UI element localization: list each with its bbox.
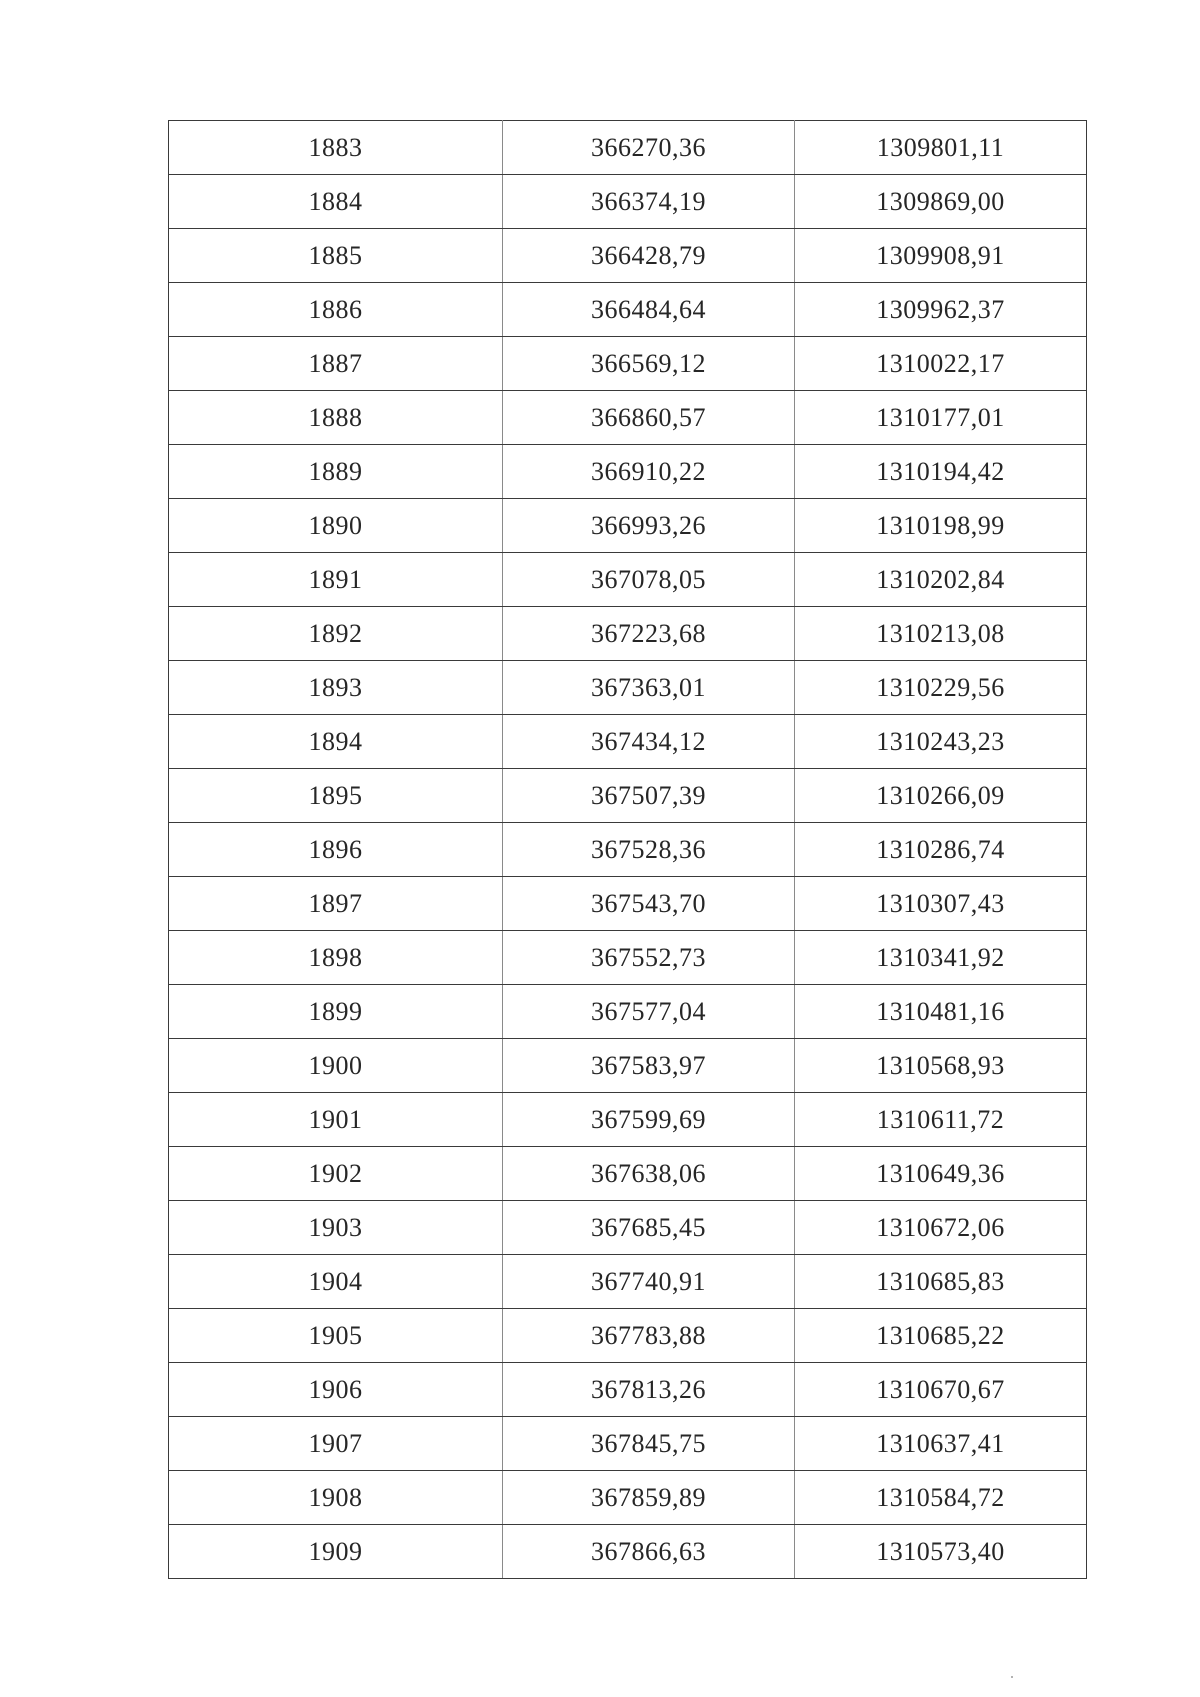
y-coordinate-cell: 1310307,43: [795, 877, 1087, 931]
y-coordinate-cell: 1310213,08: [795, 607, 1087, 661]
y-coordinate-cell: 1310573,40: [795, 1525, 1087, 1579]
y-coordinate-cell: 1310243,23: [795, 715, 1087, 769]
table-row: [169, 1201, 1087, 1255]
point-number-cell: 1898: [169, 931, 503, 985]
scan-speck: [1011, 1676, 1013, 1678]
x-coordinate-cell: 367638,06: [503, 1147, 795, 1201]
y-coordinate-cell: 1310198,99: [795, 499, 1087, 553]
x-coordinate-cell: 367577,04: [503, 985, 795, 1039]
x-coordinate-cell: 366569,12: [503, 337, 795, 391]
y-coordinate-cell: 1310672,06: [795, 1201, 1087, 1255]
x-coordinate-cell: 367599,69: [503, 1093, 795, 1147]
point-number-cell: 1891: [169, 553, 503, 607]
table-row: [169, 607, 1087, 661]
table-row: [169, 1093, 1087, 1147]
y-coordinate-cell: 1310229,56: [795, 661, 1087, 715]
table-row: [169, 985, 1087, 1039]
table-row: [169, 877, 1087, 931]
x-coordinate-cell: 367740,91: [503, 1255, 795, 1309]
point-number-cell: 1896: [169, 823, 503, 877]
x-coordinate-cell: 367363,01: [503, 661, 795, 715]
point-number-cell: 1889: [169, 445, 503, 499]
x-coordinate-cell: 366484,64: [503, 283, 795, 337]
x-coordinate-cell: 367845,75: [503, 1417, 795, 1471]
point-number-cell: 1893: [169, 661, 503, 715]
point-number-cell: 1885: [169, 229, 503, 283]
point-number-cell: 1899: [169, 985, 503, 1039]
y-coordinate-cell: 1310286,74: [795, 823, 1087, 877]
table-row: [169, 1147, 1087, 1201]
x-coordinate-cell: 366993,26: [503, 499, 795, 553]
x-coordinate-cell: 367583,97: [503, 1039, 795, 1093]
y-coordinate-cell: 1310685,22: [795, 1309, 1087, 1363]
table-row: [169, 661, 1087, 715]
y-coordinate-cell: 1309869,00: [795, 175, 1087, 229]
x-coordinate-cell: 367813,26: [503, 1363, 795, 1417]
table-row: [169, 1363, 1087, 1417]
point-number-cell: 1907: [169, 1417, 503, 1471]
table-row: [169, 553, 1087, 607]
y-coordinate-cell: 1309801,11: [795, 121, 1087, 175]
point-number-cell: 1886: [169, 283, 503, 337]
y-coordinate-cell: 1310194,42: [795, 445, 1087, 499]
table-row: [169, 1039, 1087, 1093]
point-number-cell: 1908: [169, 1471, 503, 1525]
point-number-cell: 1897: [169, 877, 503, 931]
x-coordinate-cell: 367859,89: [503, 1471, 795, 1525]
table-row: [169, 1255, 1087, 1309]
x-coordinate-cell: 367434,12: [503, 715, 795, 769]
y-coordinate-cell: 1310177,01: [795, 391, 1087, 445]
point-number-cell: 1904: [169, 1255, 503, 1309]
y-coordinate-cell: 1310670,67: [795, 1363, 1087, 1417]
y-coordinate-cell: 1310584,72: [795, 1471, 1087, 1525]
x-coordinate-cell: 367543,70: [503, 877, 795, 931]
x-coordinate-cell: 367552,73: [503, 931, 795, 985]
table-row: [169, 175, 1087, 229]
point-number-cell: 1883: [169, 121, 503, 175]
table-row: [169, 1417, 1087, 1471]
y-coordinate-cell: 1309962,37: [795, 283, 1087, 337]
y-coordinate-cell: 1309908,91: [795, 229, 1087, 283]
table-row: [169, 823, 1087, 877]
x-coordinate-cell: 366270,36: [503, 121, 795, 175]
point-number-cell: 1894: [169, 715, 503, 769]
table-row: [169, 1525, 1087, 1579]
point-number-cell: 1903: [169, 1201, 503, 1255]
y-coordinate-cell: 1310568,93: [795, 1039, 1087, 1093]
table-row: [169, 391, 1087, 445]
x-coordinate-cell: 366428,79: [503, 229, 795, 283]
table-row: [169, 283, 1087, 337]
y-coordinate-cell: 1310649,36: [795, 1147, 1087, 1201]
table-row: [169, 499, 1087, 553]
x-coordinate-cell: 367783,88: [503, 1309, 795, 1363]
x-coordinate-cell: 366910,22: [503, 445, 795, 499]
point-number-cell: 1888: [169, 391, 503, 445]
table-row: [169, 931, 1087, 985]
x-coordinate-cell: 367507,39: [503, 769, 795, 823]
point-number-cell: 1887: [169, 337, 503, 391]
point-number-cell: 1900: [169, 1039, 503, 1093]
x-coordinate-cell: 367685,45: [503, 1201, 795, 1255]
y-coordinate-cell: 1310266,09: [795, 769, 1087, 823]
coordinates-table: [168, 120, 1087, 1579]
y-coordinate-cell: 1310685,83: [795, 1255, 1087, 1309]
x-coordinate-cell: 367866,63: [503, 1525, 795, 1579]
x-coordinate-cell: 367223,68: [503, 607, 795, 661]
table-row: [169, 715, 1087, 769]
table-row: [169, 121, 1087, 175]
point-number-cell: 1890: [169, 499, 503, 553]
point-number-cell: 1905: [169, 1309, 503, 1363]
table-row: [169, 229, 1087, 283]
table-row: [169, 769, 1087, 823]
y-coordinate-cell: 1310341,92: [795, 931, 1087, 985]
x-coordinate-cell: 366860,57: [503, 391, 795, 445]
y-coordinate-cell: 1310202,84: [795, 553, 1087, 607]
y-coordinate-cell: 1310022,17: [795, 337, 1087, 391]
point-number-cell: 1901: [169, 1093, 503, 1147]
point-number-cell: 1902: [169, 1147, 503, 1201]
y-coordinate-cell: 1310481,16: [795, 985, 1087, 1039]
x-coordinate-cell: 366374,19: [503, 175, 795, 229]
point-number-cell: 1895: [169, 769, 503, 823]
x-coordinate-cell: 367528,36: [503, 823, 795, 877]
point-number-cell: 1892: [169, 607, 503, 661]
table-row: [169, 337, 1087, 391]
table-row: [169, 445, 1087, 499]
point-number-cell: 1906: [169, 1363, 503, 1417]
x-coordinate-cell: 367078,05: [503, 553, 795, 607]
table-row: [169, 1471, 1087, 1525]
coordinates-table-body: [169, 121, 1087, 1579]
table-row: [169, 1309, 1087, 1363]
point-number-cell: 1884: [169, 175, 503, 229]
point-number-cell: 1909: [169, 1525, 503, 1579]
y-coordinate-cell: 1310637,41: [795, 1417, 1087, 1471]
y-coordinate-cell: 1310611,72: [795, 1093, 1087, 1147]
